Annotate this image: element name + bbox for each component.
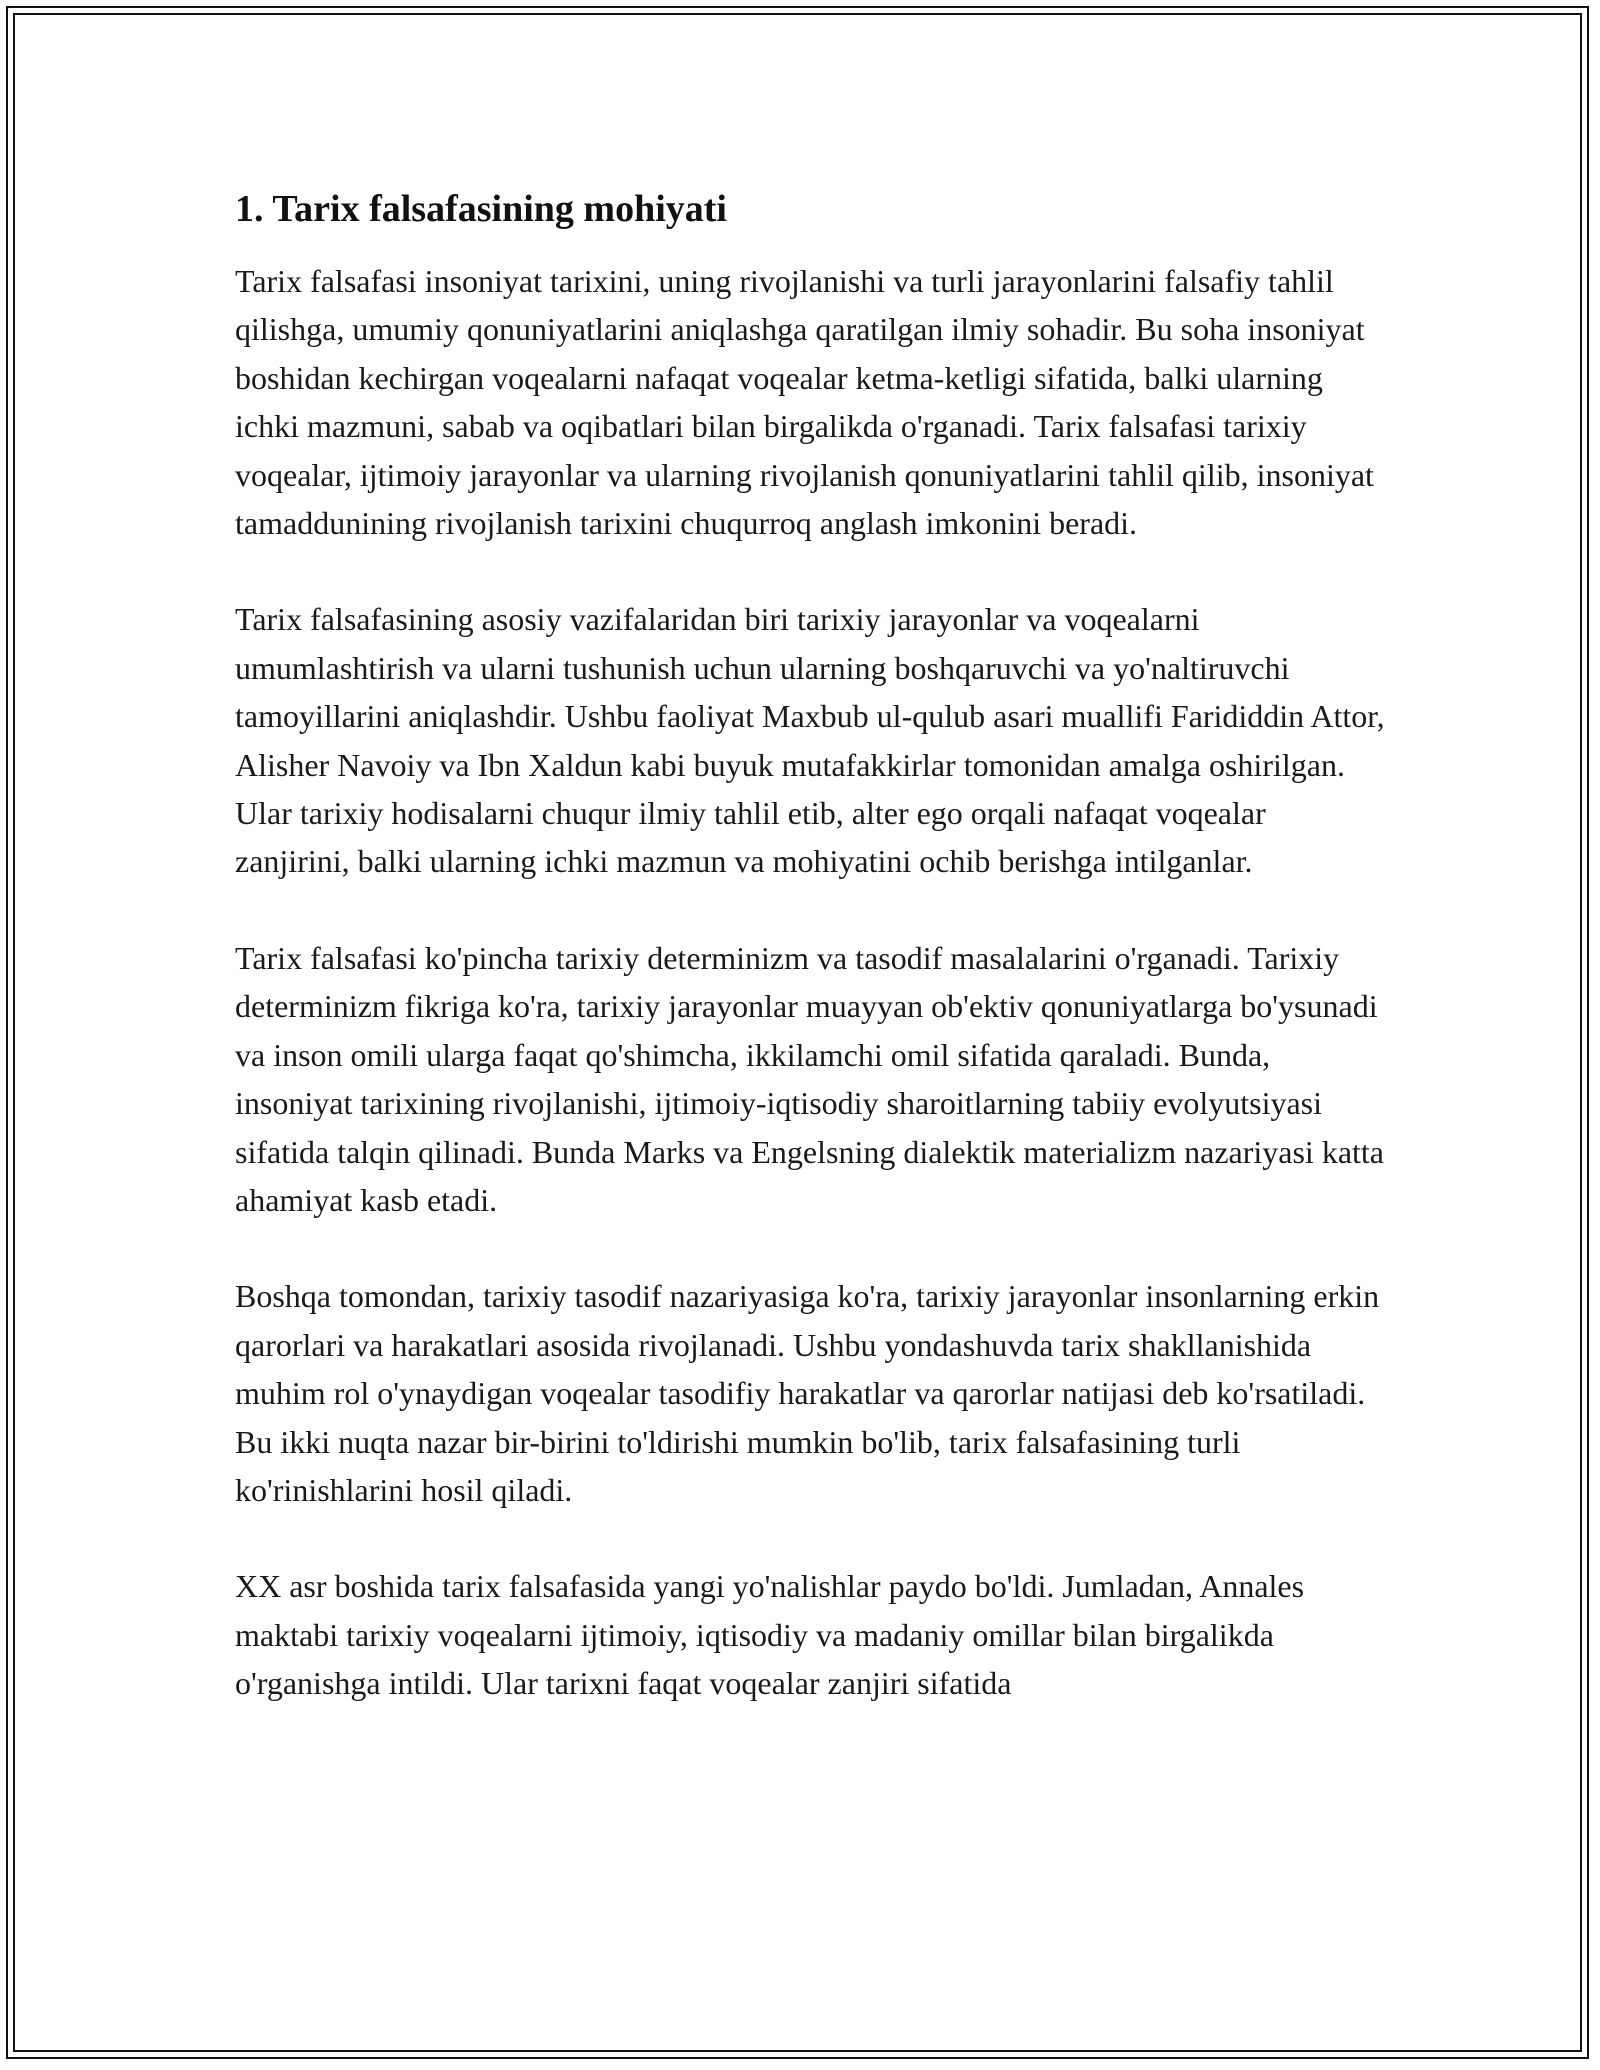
- paragraph-1: Tarix falsafasi insoniyat tarixini, uning rivojlanishi va turli jarayonlarini falsafiy tahlil qilishga, umumiy qonuniyatlarini aniqlashga qaratilgan ilmiy sohadir. Bu soha insoniyat boshidan kechirgan voqealarni nafaqat voqealar ketma-ketligi sifatida, balki ularning ichki mazmuni, sabab va oqibatlari bilan birgalikda o'rganadi. Tarix falsafasi tarixiy voqealar, ijtimoiy jarayonlar va ularning rivojlanish qonuniyatlarini tahlil qilib, insoniyat tamaddunining rivojlanish tarixini chuqurroq anglash imkonini beradi.: [235, 263, 1374, 542]
- paragraph-5: XX asr boshida tarix falsafasida yangi yo'nalishlar paydo bo'ldi. Jumladan, Annales maktabi tarixiy voqealarni ijtimoiy, iqtisodiy va madaniy omillar bilan birgalikda o'rganishga intildi. Ular tarixni faqat voqealar zanjiri sifatida: [235, 1568, 1305, 1702]
- paragraph-2: Tarix falsafasining asosiy vazifalaridan biri tarixiy jarayonlar va voqealarni umumlashtirish va ularni tushunish uchun ularning boshqaruvchi va yo'naltiruvchi tamoyillarini aniqlashdir. Ushbu faoliyat Maxbub ul-qulub asari muallifi Farididdin Attor, Alisher Navoiy va Ibn Xaldun kabi buyuk mutafakkirlar tomonidan amalga oshirilgan. Ular tarixiy hodisalarni chuqur ilmiy tahlil etib, alter ego orqali nafaqat voqealar zanjirini, balki ularning ichki mazmun va mohiyatini ochib berishga intilganlar.: [235, 601, 1385, 880]
- paragraph-3: Tarix falsafasi ko'pincha tarixiy determinizm va tasodif masalalarini o'rganadi. Tarixiy determinizm fikriga ko'ra, tarixiy jarayonlar muayyan ob'ektiv qonuniyatlarga bo'ysunadi va inson omili ularga faqat qo'shimcha, ikkilamchi omil sifatida qaraladi. Bunda, insoniyat tarixining rivojlanishi, ijtimoiy-iqtisodiy sharoitlarning tabiiy evolyutsiyasi sifatida talqin qilinadi. Bunda Marks va Engelsning dialektik materializm nazariyasi katta ahamiyat kasb etadi.: [235, 939, 1384, 1218]
- document-body: [235, 185, 1385, 1756]
- paragraph-4: Boshqa tomondan, tarixiy tasodif nazariyasiga ko'ra, tarixiy jarayonlar insonlarning erkin qarorlari va harakatlari asosida rivojlanadi. Ushbu yondashuvda tarix shakllanishida muhim rol o'ynaydigan voqealar tasodifiy harakatlar va qarorlar natijasi deb ko'rsatiladi. Bu ikki nuqta nazar bir-birini to'ldirishi mumkin bo'lib, tarix falsafasining turli ko'rinishlarini hosil qiladi.: [235, 1278, 1380, 1508]
- section-heading: 1. Tarix falsafasining mohiyati: [235, 188, 727, 230]
